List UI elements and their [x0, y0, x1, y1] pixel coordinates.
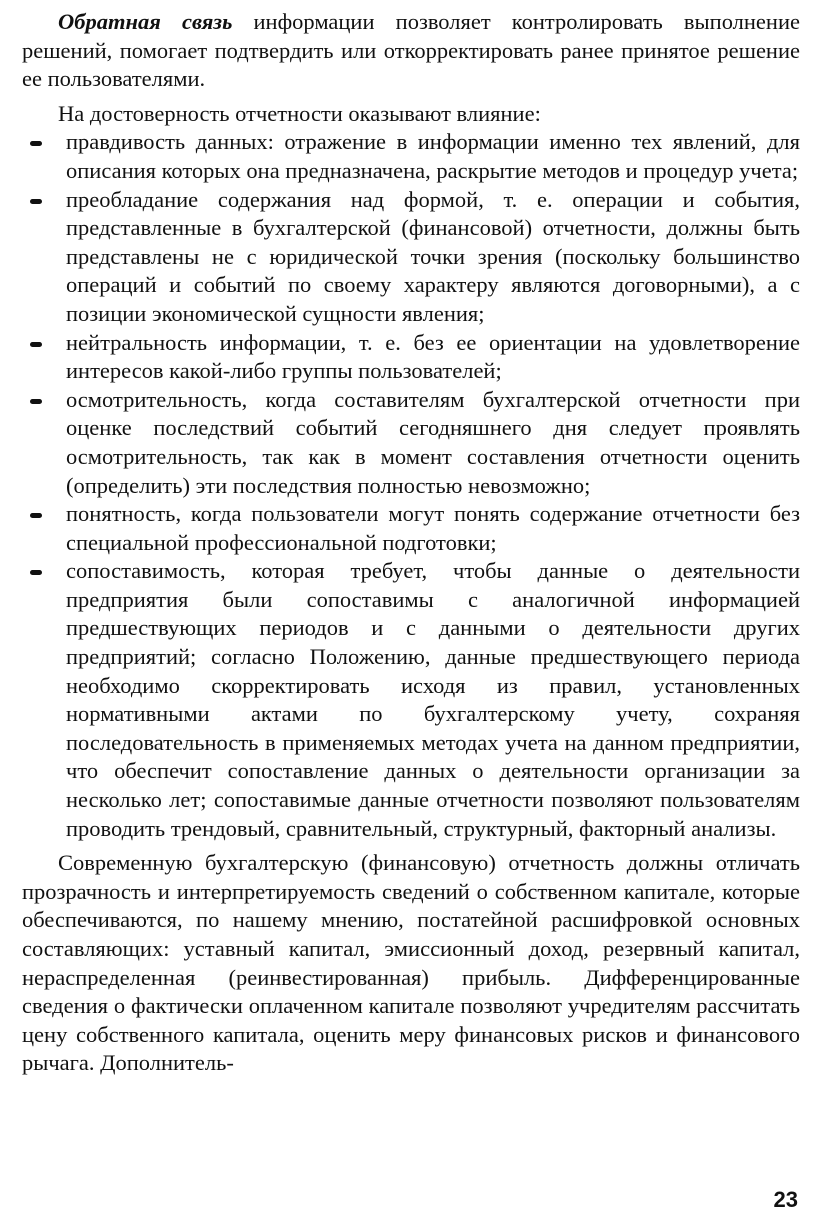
- intro-paragraph: [22, 8, 800, 94]
- list-item-text: нейтральность информации, т. е. без ее ориентации на удовлетворение интересов какой-либо группы пользователей;: [66, 329, 800, 384]
- list-item-text: осмотрительность, когда составителям бухгалтерской отчетности при оценке последствий событий сегодняшнего дня следует проявлять осмотрительность, так как в момент составления отчетности оценить (определить) эти последствия полностью невозможно;: [66, 386, 800, 498]
- bullet-icon: [30, 570, 42, 575]
- list-item-text: правдивость данных: отражение в информации именно тех явлений, для описания которых она предназначена, раскрытие методов и процедур учета;: [66, 129, 800, 183]
- page-number: 23: [773, 1187, 798, 1212]
- intro-text: информации позволяет контролировать выполнение решений, помогает подтвердить или откорректировать ранее принятое решение ее пользователями.: [22, 9, 800, 92]
- lead-paragraph: На достоверность отчетности оказывают влияние:: [58, 100, 541, 126]
- bullet-icon: [30, 141, 42, 146]
- bullet-icon: [30, 199, 42, 204]
- list-item-text: сопоставимость, которая требует, чтобы данные о деятельности предприятия были сопоставимы с аналогичной информацией предшествующих периодов и с данными о деятельности других предприятий; согласно Положению, данные предшествующего периода необходимо скорректировать исходя из правил, установленных нормативными актами по бухгалтерскому учету, сохраняя последовательность в применяемых методах учета на данном предприятии, что обеспечит сопоставление данных о деятельности организации за несколько лет; сопоставимые данные отчетности позволяют пользователям проводить трендовый, сравнительный, структурный, факторный анализы.: [66, 558, 800, 841]
- bullet-list: [22, 128, 800, 843]
- list-item: [22, 557, 800, 843]
- bullet-icon: [30, 513, 42, 518]
- list-item: [22, 186, 800, 329]
- page-body: [22, 8, 800, 1078]
- list-item: [22, 386, 800, 500]
- bullet-icon: [30, 399, 42, 404]
- bullet-icon: [30, 342, 42, 347]
- intro-term: Обратная связь: [58, 9, 233, 34]
- list-item: [22, 128, 800, 185]
- closing-paragraph: Современную бухгалтерскую (финансовую) отчетность должны отличать прозрачность и интерпретируемость сведений о собственном капитале, которые обеспечиваются, по нашему мнению, постатейной расшифровкой основных составляющих: уставный капитал, эмиссионный доход, резервный капитал, нераспределенная (реинвестированная) прибыль. Дифференцированные сведения о фактически оплаченном капитале позволяют учредителям рассчитать цену собственного капитала, оценить меру финансовых рисков и финансового рычага. Дополнитель-: [22, 850, 800, 1076]
- list-item: [22, 500, 800, 557]
- list-item-text: преобладание содержания над формой, т. е. операции и события, представленные в бухгалтерской (финансовой) отчетности, должны быть представлены не с юридической точки зрения (поскольку большинство операций и событий по своему характеру являются договорными), а с позиции экономической сущности явления;: [66, 186, 800, 326]
- list-item-text: понятность, когда пользователи могут понять содержание отчетности без специальной профессиональной подготовки;: [66, 501, 800, 555]
- list-item: [22, 329, 800, 386]
